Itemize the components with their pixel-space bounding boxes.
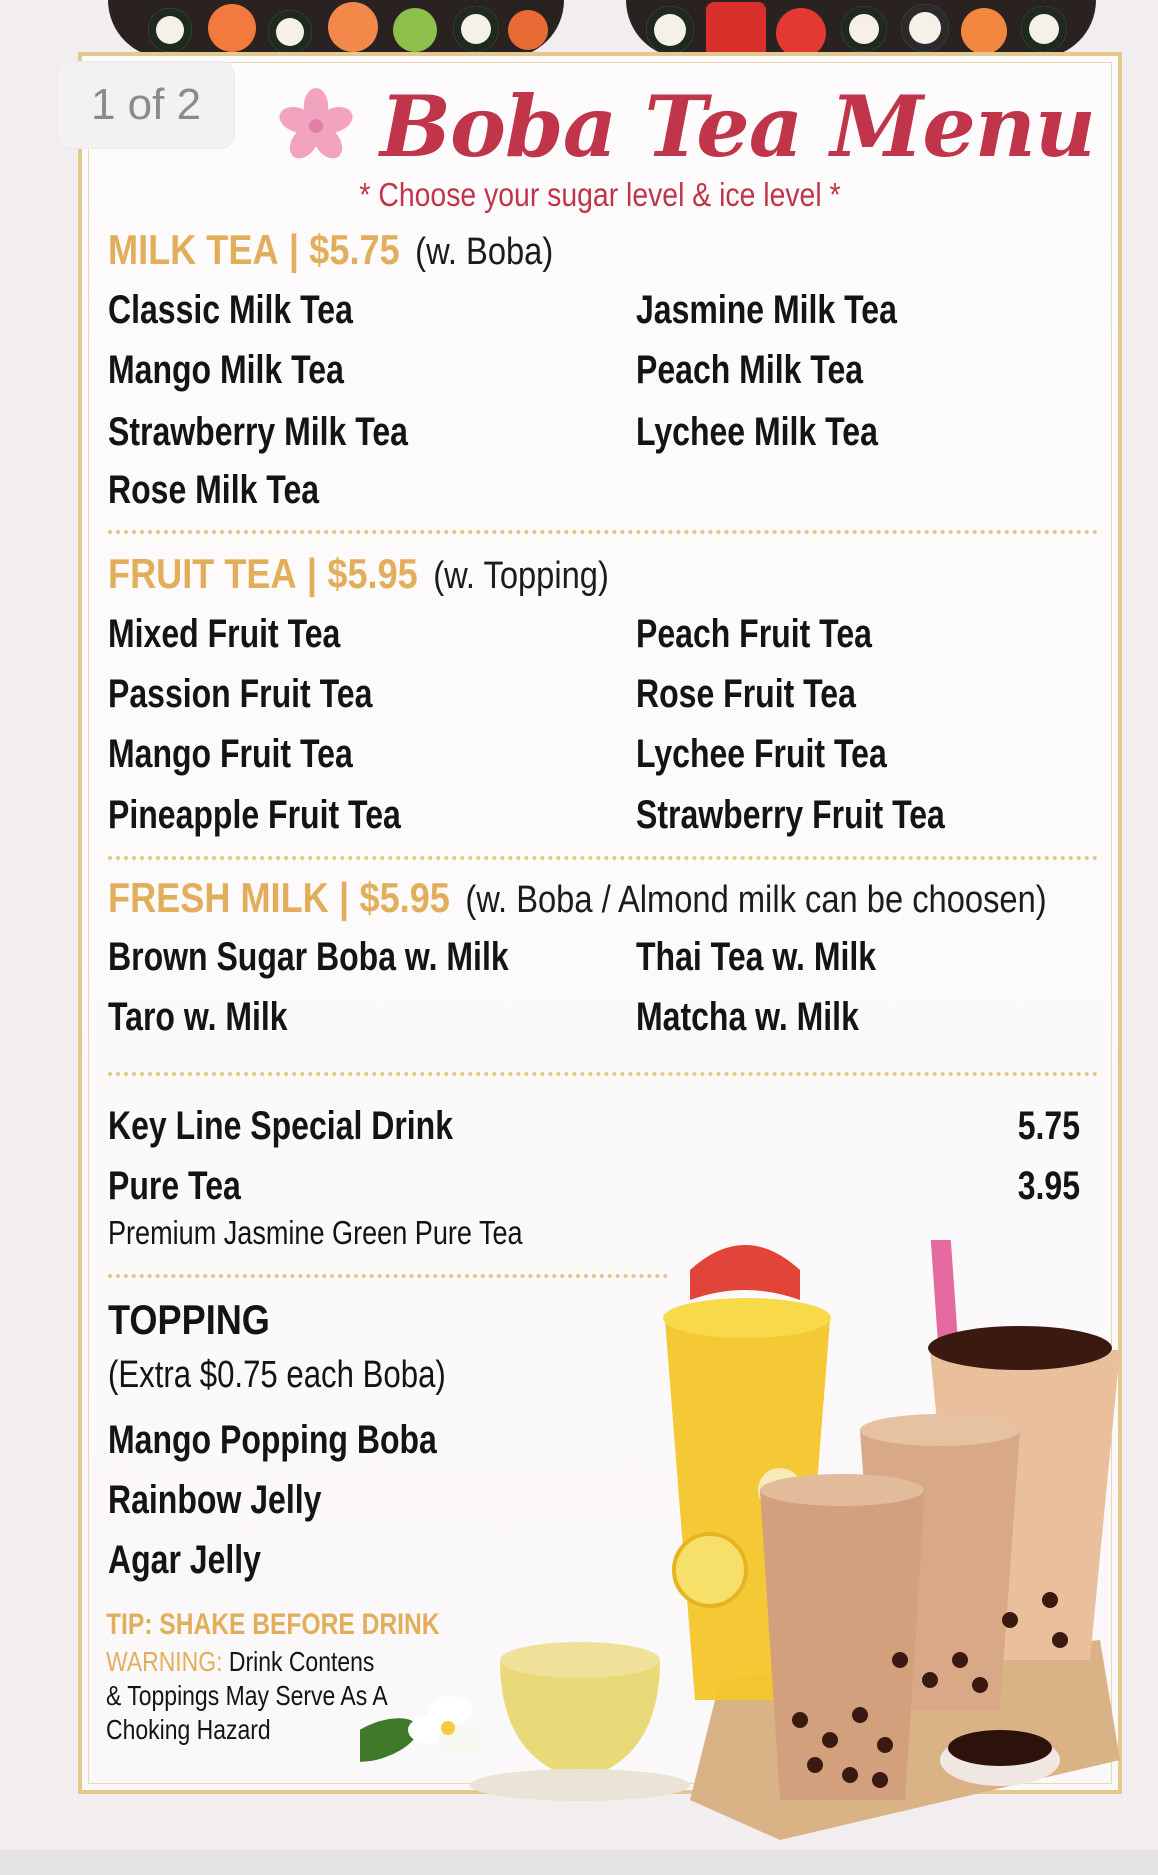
menu-item: Strawberry Fruit Tea (636, 793, 945, 837)
section-name: MILK TEA (108, 226, 279, 273)
menu-item: Strawberry Milk Tea (108, 410, 408, 454)
menu-item: Matcha w. Milk (636, 995, 859, 1039)
menu-item: Lychee Fruit Tea (636, 732, 887, 776)
boba-drinks-image (360, 1240, 1120, 1840)
topping-item: Mango Popping Boba (108, 1418, 437, 1462)
warning-line-1 (106, 1646, 374, 1678)
boba-pearls-top (928, 1326, 1112, 1370)
menu-item: Passion Fruit Tea (108, 672, 373, 716)
warning-line-3: Choking Hazard (106, 1714, 271, 1745)
warning-text: Drink Contens (222, 1646, 375, 1677)
topping-item: Rainbow Jelly (108, 1478, 322, 1522)
menu-item: Classic Milk Tea (108, 288, 353, 332)
jasmine-tea-top (500, 1642, 660, 1678)
sushi-tray-image-right (626, 0, 1096, 58)
menu-item: Peach Fruit Tea (636, 612, 872, 656)
menu-subtitle: * Choose your sugar level & ice level * (359, 176, 841, 213)
section-note: (w. Boba / Almond milk can be choosen) (465, 879, 1047, 921)
apple-slice-shape (690, 1245, 800, 1300)
milk-tea-top-middle (860, 1414, 1020, 1446)
tea-saucer-shape (470, 1769, 690, 1801)
menu-title: Boba Tea Menu (380, 77, 1095, 176)
fruit-tea-header (108, 550, 609, 598)
milk-tea-top-front (760, 1474, 924, 1506)
cherry-blossom-icon (278, 88, 354, 164)
page-indicator-label: 1 of 2 (90, 80, 202, 129)
menu-item: Rose Fruit Tea (636, 672, 856, 716)
special-item-name: Pure Tea (108, 1164, 241, 1208)
separator-bar: | (306, 550, 318, 597)
menu-item: Pineapple Fruit Tea (108, 793, 401, 837)
section-divider (108, 1072, 1098, 1076)
fruit-tea-top (663, 1298, 831, 1338)
section-divider (108, 530, 1098, 534)
sushi-photo-strip (0, 0, 1158, 58)
menu-item: Jasmine Milk Tea (636, 288, 897, 332)
menu-item: Peach Milk Tea (636, 348, 864, 392)
special-item-name: Key Line Special Drink (108, 1104, 454, 1148)
section-price: $5.95 (327, 550, 418, 597)
special-item-price: 3.95 (1017, 1164, 1080, 1208)
menu-item: Taro w. Milk (108, 995, 288, 1039)
bottom-scroll-area (0, 1850, 1158, 1875)
section-price: $5.95 (359, 874, 450, 921)
jasmine-flower-shape (360, 1696, 482, 1771)
sushi-tray-image-left (108, 0, 564, 58)
menu-item: Mixed Fruit Tea (108, 612, 341, 656)
menu-item: Mango Fruit Tea (108, 732, 353, 776)
separator-bar: | (339, 874, 350, 921)
menu-item: Brown Sugar Boba w. Milk (108, 935, 509, 979)
section-note: (w. Topping) (433, 555, 609, 597)
topping-item: Agar Jelly (108, 1538, 261, 1582)
topping-header: TOPPING (108, 1296, 270, 1343)
special-item-price: 5.75 (1017, 1104, 1080, 1148)
milk-tea-cup-front (760, 1490, 925, 1800)
menu-item: Lychee Milk Tea (636, 410, 878, 454)
tip-text: TIP: SHAKE BEFORE DRINK (106, 1608, 440, 1641)
boba-bowl-pearls (948, 1730, 1052, 1766)
menu-item: Rose Milk Tea (108, 468, 320, 512)
fresh-milk-header (108, 874, 1047, 922)
menu-item: Thai Tea w. Milk (636, 935, 877, 979)
lemon-slice-shape (674, 1534, 746, 1606)
section-note: (w. Boba) (415, 231, 554, 273)
separator-bar: | (288, 226, 299, 273)
topping-note: (Extra $0.75 each Boba) (108, 1354, 446, 1396)
special-item-description: Premium Jasmine Green Pure Tea (108, 1214, 523, 1251)
section-name: FRESH MILK (108, 874, 329, 921)
section-price: $5.75 (309, 226, 400, 273)
menu-item: Mango Milk Tea (108, 348, 344, 392)
warning-label: WARNING: (106, 1646, 223, 1677)
section-divider (108, 856, 1098, 860)
milk-tea-header (108, 226, 553, 274)
section-name: FRUIT TEA (108, 550, 297, 597)
warning-line-2: & Toppings May Serve As A (106, 1680, 388, 1711)
page-indicator[interactable] (58, 62, 234, 148)
